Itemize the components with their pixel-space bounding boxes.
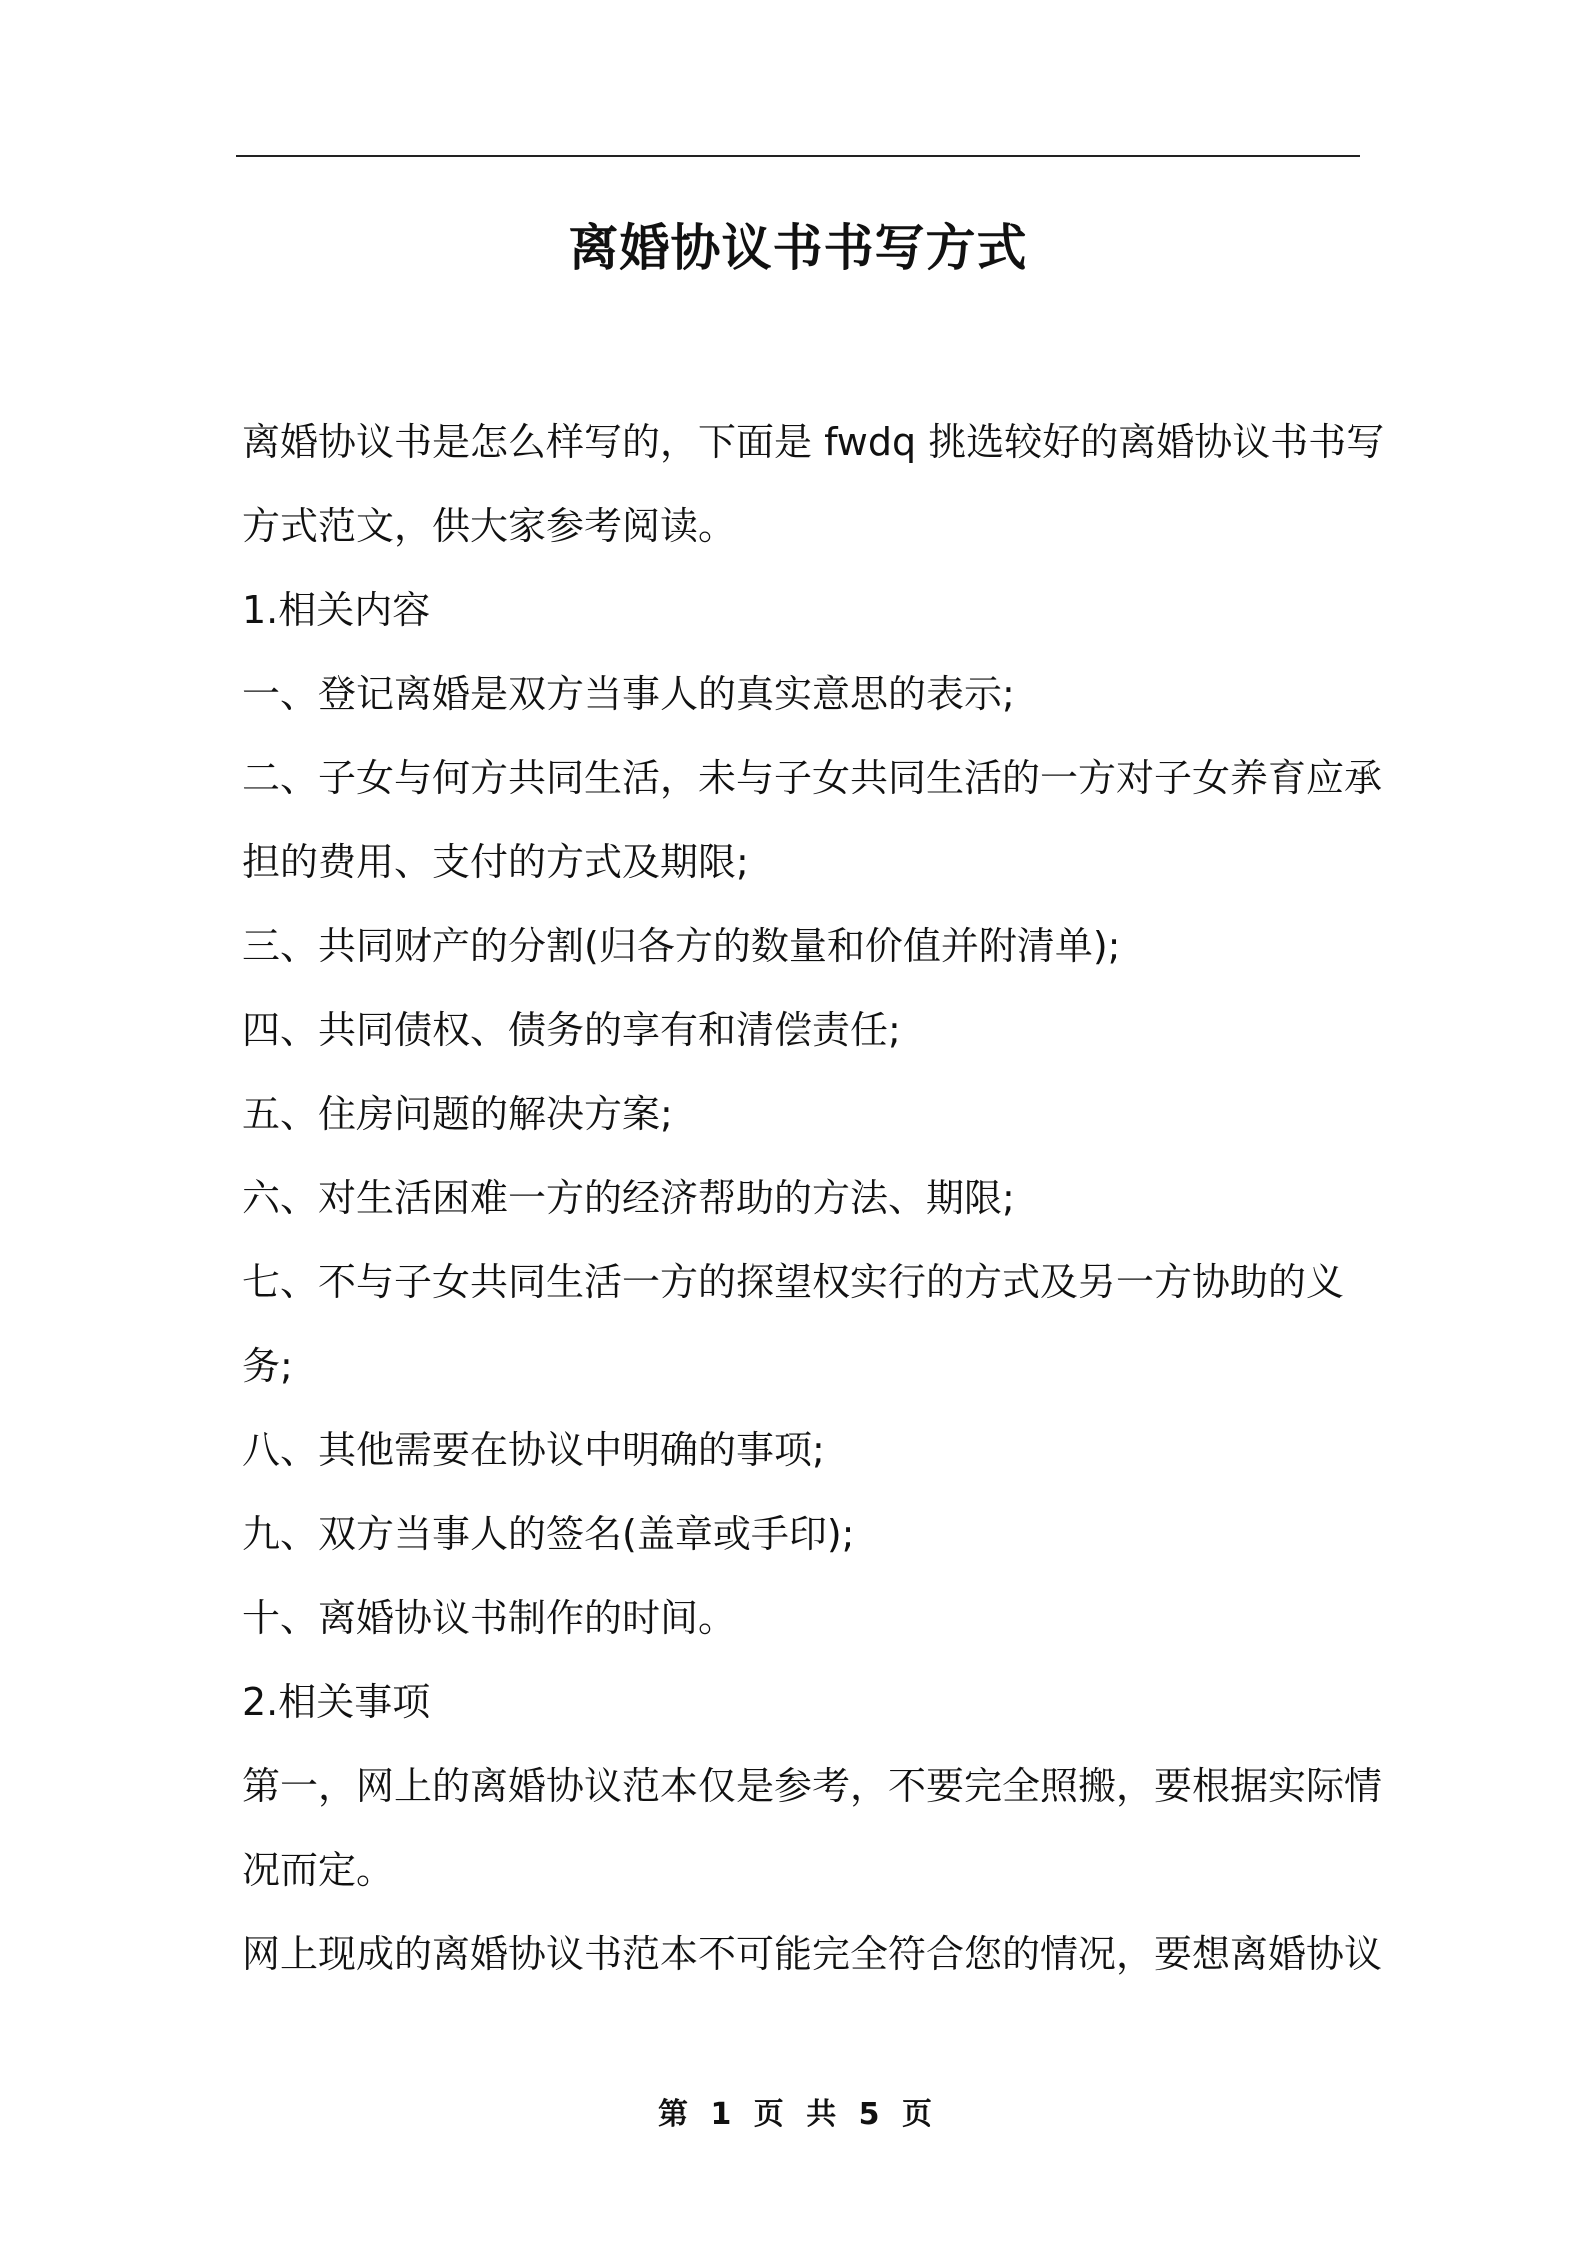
page-number-footer: 第 1 页 共 5 页 — [658, 2097, 938, 2132]
list-item: 三、共同财产的分割(归各方的数量和价值并附清单); — [242, 924, 1121, 968]
header-rule — [236, 155, 1360, 157]
body-line: 况而定。 — [242, 1848, 395, 1892]
list-item: 担的费用、支付的方式及期限; — [242, 840, 749, 884]
body-line: 网上现成的离婚协议书范本不可能完全符合您的情况，要想离婚协议 — [242, 1932, 1383, 1976]
section-heading: 1.相关内容 — [242, 588, 431, 632]
list-item: 一、登记离婚是双方当事人的真实意思的表示; — [242, 672, 1015, 716]
section-heading: 2.相关事项 — [242, 1680, 431, 1724]
body-line: 方式范文，供大家参考阅读。 — [242, 504, 737, 548]
list-item: 七、不与子女共同生活一方的探望权实行的方式及另一方协助的义 — [242, 1260, 1345, 1304]
list-item: 二、子女与何方共同生活，未与子女共同生活的一方对子女养育应承 — [242, 756, 1383, 800]
list-item: 务; — [242, 1344, 293, 1388]
body-line: 第一，网上的离婚协议范本仅是参考，不要完全照搬，要根据实际情 — [242, 1764, 1383, 1808]
document-body — [242, 400, 1385, 1996]
list-item: 九、双方当事人的签名(盖章或手印); — [242, 1512, 855, 1556]
list-item: 四、共同债权、债务的享有和清偿责任; — [242, 1008, 901, 1052]
body-line: 离婚协议书是怎么样写的，下面是 fwdq 挑选较好的离婚协议书书写 — [242, 420, 1385, 464]
list-item: 十、离婚协议书制作的时间。 — [242, 1596, 737, 1640]
list-item: 六、对生活困难一方的经济帮助的方法、期限; — [242, 1176, 1015, 1220]
list-item: 八、其他需要在协议中明确的事项; — [242, 1428, 825, 1472]
document-title: 离婚协议书书写方式 — [568, 219, 1028, 277]
list-item: 五、住房问题的解决方案; — [242, 1092, 673, 1136]
